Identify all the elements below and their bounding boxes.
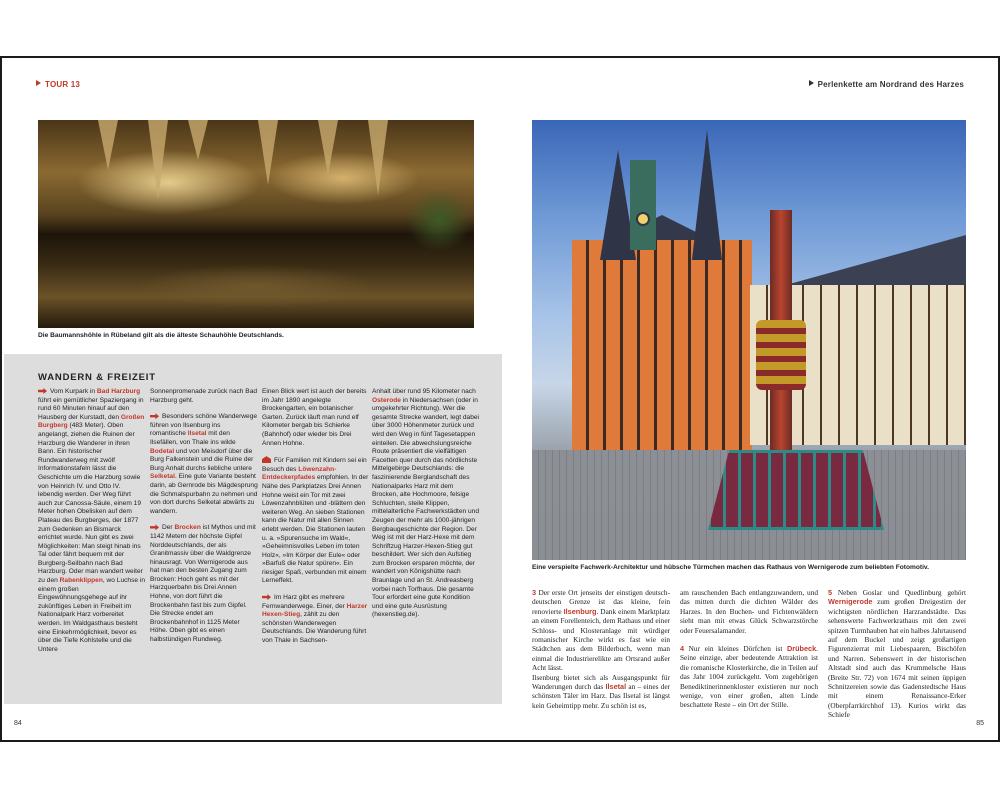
link-grosser-burgberg[interactable]: Großen Burgberg <box>38 413 145 430</box>
box-title: WANDERN & FREIZEIT <box>38 372 156 383</box>
link-ilsetal-2[interactable]: Ilsetal <box>605 682 627 692</box>
arrow-icon <box>262 594 271 600</box>
link-osterode[interactable]: Osterode <box>372 396 401 404</box>
chapter-title <box>809 80 964 89</box>
tour-label-text: TOUR 13 <box>45 80 81 89</box>
page-number-left: 84 <box>14 720 22 727</box>
arrow-icon <box>150 413 159 419</box>
page-gutter <box>502 58 530 740</box>
link-brocken[interactable]: Brocken <box>174 524 201 532</box>
town-caption: Eine verspielte Fachwerk-Architektur und hübsche Türmchen machen das Rathaus von Wernigerode zum beliebten Fotomotiv. <box>532 564 929 571</box>
hiking-leisure-box <box>4 354 502 704</box>
link-rabenklippen[interactable]: Rabenklippen <box>59 577 103 585</box>
text-column-1: 3 Der erste Ort jenseits der einstigen deutsch-deutschen Grenze ist das kleine, fein renovierte Ilsenburg. Dank einem Marktplatz an einem Forellenteich, dem Rathaus und einer Schloss- und Klosteranlage mit würdiger romanischer Kirche wirkt es fast wie ein Städtchen aus dem Bilderbuch, wenn man einmal die Industrierelikte am Ortsrand außer Acht lässt. Ilsenburg bietet sich als Ausgangspunkt für Wanderungen durch das Ilsetal an – eines der schönsten Täler im Harz. Das Ilsetal ist längst kein Geheimtipp mehr. Zu schön ist es, <box>532 588 670 710</box>
book-spread <box>0 56 1000 742</box>
link-selketal[interactable]: Selketal <box>150 473 175 481</box>
wernigerode-photo <box>532 120 966 560</box>
box-column-4: Anhalt über rund 95 Kilometer nach Osterode in Niedersachsen (oder in umgekehrter Richtung). Wer die gesamte Strecke wandert, legt dabei über 3000 Höhenmeter zurück und wird den Weg in fünf Tagesetappen einteilen. Die abwechslungsreiche Route präsentiert die vielfältigen Facetten quer durch das nördlichste Mittelgebirge Deutschlands: die faszinierende Berglandschaft des Nationalparks Harz mit dem Brocken, alte Hochmoore, felsige Schluchten, steile Klippen, mittelalterliche Fachwerkstädten und Zeugen der mehr als 1000-jährigen Bergbaugeschichte der Region. Der Weg ist mit der Harz-Hexe mit dem Schriftzug Harzer-Hexen-Stieg gut beschildert. Wer sich den Aufstieg zum Brocken ersparen möchte, der wandert von Königshütte nach Braunlage und an St. Andreasberg vorbei nach Torfhaus. Die gesamte Tour erfordert eine gute Kondition und eine gute Ausrüstung (hexenstieg.de). <box>372 388 480 619</box>
link-wernigerode[interactable]: Wernigerode <box>828 597 873 607</box>
box-column-1: Vom Kurpark in Bad Harzburg führt ein gemütlicher Spaziergang in rund 60 Minuten hinauf auf den Hausberg der Kurstadt, den Großen Burgberg (483 Meter). Oben angelangt, ziehen die Ruinen der Harzburg die Wanderer in ihren Bann. Ein historischer Rundwanderweg mit zwölf Informationstafeln lässt die Geschichte um die Harzburg sowie von Heinrich IV. und Otto IV. lebendig werden. Der Weg führt auch zur Canossa-Säule, einem 19 Meter hohen Obelisken auf dem Plateau des Burgberges, der 1877 zum Gedenken an Bismarck errichtet wurde. Nun gibt es zwei Möglichkeiten: Man steigt hinab ins Tal oder fährt bequem mit der Burgberg-Seilbahn nach Bad Harzburg. Oder man wandert weiter zu den Rabenklippen, wo Luchse in einem großen Eingewöhnungsgehege auf ihr zukünftiges Leben in Freiheit im Nationalpark Harz vorbereitet werden. Im Waldgasthaus besteht eine Einkehrmöglichkeit, bevor es über die Tiefe Kohlstelle und die Untere <box>38 388 146 653</box>
family-icon <box>262 456 271 463</box>
page-number-right: 85 <box>976 720 984 727</box>
triangle-icon <box>36 80 41 86</box>
triangle-icon <box>809 80 814 86</box>
box-column-2: Sonnenpromenade zurück nach Bad Harzburg geht. Besonders schöne Wanderwege führen von Ilsenburg ins romantische Ilsetal mit den Ilsefällen, von Thale ins wilde Bodetal und von Meisdorf über die Burg Falkenstein und die Ruine der Burg Anhalt durchs liebliche untere Selketal. Eine gute Variante besteht darin, ab Gernrode bis Mägdesprung die Schmalspurbahn zu nehmen und von dort durchs Selketal abwärts zu wandern. Der Brocken ist Mythos und mit 1142 Metern der höchste Gipfel Norddeutschlands, der als Granitmassiv über die Waldgrenze hinausragt. Von Wernigerode aus hat man den besten Zugang zum Brocken: Hoch geht es mit der Harzquerbahn bis Drei Annen Hohne, von dort führt die Brockenbahn fast bis zum Gipfel. Die Strecke endet am Brockenbahnhof in 1125 Meter Höhe. Oben gibt es einen halbstündigen Rundweg. <box>150 388 258 644</box>
clock-icon <box>636 212 650 226</box>
box-column-3: Einen Blick wert ist auch der bereits im Jahr 1890 angelegte Brockengarten, ein botanischer Garten. Zurück läuft man rund elf Kilometer bergab bis Schierke (Bahnhof) oder wieder bis Drei Annen Hohne. Für Familien mit Kindern sei ein Besuch des Löwenzahn-Entdeckerpfades empfohlen. In der Nähe des Parkplatzes Drei Annen Hohne weist ein Tor mit zwei Löwenzahnblüten und -blättern den weiteren Weg. An sieben Stationen kann die Natur mit allen Sinnen erlebt werden. Die Stationen lauten u. a. »Spurensuche im Wald«, »Geheimnisvolles Leben im toten Holz«, »Im Körper der Eule« oder »Barfuß die Natur spüren«. Ein riesiger Spaß, verbunden mit einem Lerneffekt. Im Harz gibt es mehrere Fernwanderwege. Einer, der Harzer Hexen-Stieg, zählt zu den schönsten Wanderwegen Deutschlands. Die Wanderung führt von Thale in Sachsen- <box>262 388 369 645</box>
chapter-title-text: Perlenkette am Nordrand des Harzes <box>817 80 964 89</box>
tour-label <box>36 80 80 89</box>
link-loewenzahn-pfad[interactable]: Löwenzahn-Entdeckerpfades <box>262 465 337 482</box>
arrow-icon <box>38 388 47 394</box>
link-ilsenburg[interactable]: Ilsenburg <box>563 606 597 616</box>
text-column-2: am rauschenden Bach entlangzuwandern, und das mitten durch die dichten Wälder des Harzes. In den Buchen- und Fichtenwäldern sieht man mit etwas Glück Schwarzstörche oder Feuersalamander. 4 Nur ein kleines Dörfchen ist Drübeck. Seine einzige, aber bedeutende Attraktion ist die romanische Klosterkirche, die in Teilen auf das Jahr 1004 zurückgeht. Vom zugehörigen Benediktinerinnenkloster existieren nur noch wenige, von einer großen, alten Linde beschattete Reste – ein Ort der Stille. <box>680 588 818 710</box>
link-hexen-stieg[interactable]: Harzer Hexen-Stieg <box>262 602 368 619</box>
cave-caption: Die Baumannshöhle in Rübeland gilt als die älteste Schauhöhle Deutschlands. <box>38 332 284 339</box>
link-bodetal[interactable]: Bodetal <box>150 447 175 455</box>
link-ilsetal[interactable]: Ilsetal <box>187 430 207 438</box>
arrow-icon <box>150 524 159 530</box>
text-column-3: 5 Neben Goslar und Quedlinburg gehört Wernigerode zum großen Dreigestirn der wichtigsten nördlichen Harzrandstädte. Das sehenswerte Fachwerkrathaus mit den zwei spitzen Turmhauben hat ein halbes Jahrtausend auf dem Buckel und zeigt großartigen Figurenzierrat mit Liebespaaren, Bischöfen und Narren. Sehenswert in der historischen Altstadt sind auch das Krummelsche Haus (Breite Str. 72) von 1674 mit seinen üppigen Schnitzereien sowie das Gadenstedtsche Haus mit einem Renaissance-Erker (Oberpfarrkirchhof 13). Kurios wirkt das Schiefe <box>828 588 966 720</box>
link-druebeck[interactable]: Drübeck <box>786 644 817 654</box>
link-bad-harzburg[interactable]: Bad Harzburg <box>96 388 141 395</box>
cave-photo <box>38 120 474 328</box>
